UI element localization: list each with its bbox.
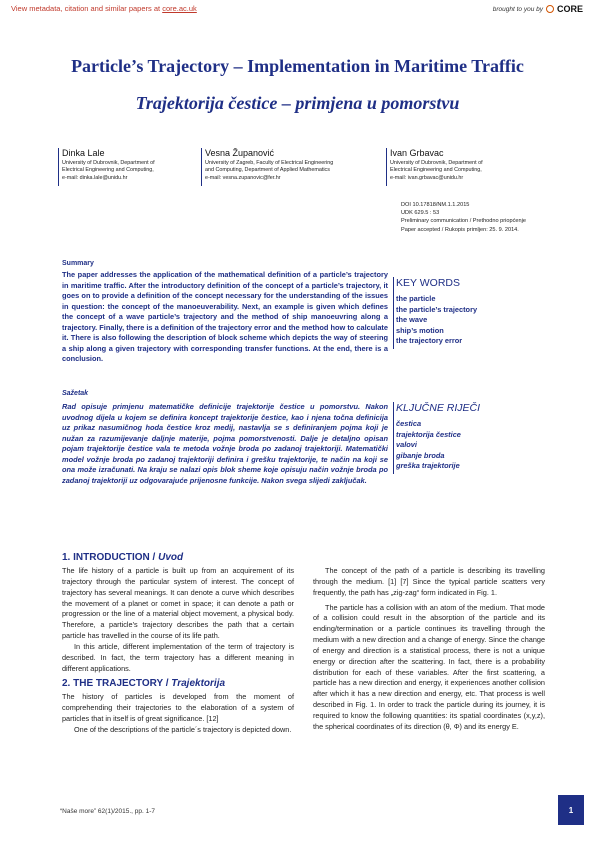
author-email[interactable]: e-mail: dinka.lale@unidu.hr — [62, 174, 128, 181]
keywords-title: KEY WORDS — [396, 277, 460, 289]
author-block-2 — [205, 148, 380, 182]
article-meta — [401, 201, 526, 234]
author-divider — [386, 148, 387, 186]
core-logo-icon — [546, 5, 554, 13]
aff-line: Electrical Engineering and Computing, — [62, 167, 154, 174]
section-heading-trajectory — [62, 678, 294, 689]
body-paragraph: The particle has a collision with an atom of the medium. That mode of a collision could result in the absorption of the particle and its ending/termination or a particle continues its travelling through the medium with a new direction and a change of energy. Since the change of energy and direction is a statistical process, there is not a unique energy or direction after the scattering. In fact, there is a probability distribution for each of these variables. After the first scattering, a particle has a new direction and energy, it experiences another collision after which it has a new direction and energy, etc. That process is well described in Fig. 1. In order to track the particle during its journey, it is required to know the following quantities: its spatial coordinates (x,y,z), the spherical coordinates of its direction (θ, Φ) and its energy E. — [313, 602, 545, 731]
keyword-item: ship’s motion — [396, 325, 444, 335]
author-block-3 — [390, 148, 530, 182]
aff-line: University of Dubrovnik, Department of — [62, 160, 155, 166]
keyword-item: the trajectory error — [396, 336, 463, 346]
author-name: Vesna Županović — [205, 148, 275, 158]
paper-title-hr: Trajektorija čestice – primjena u pomorstvu — [135, 93, 460, 113]
sazetak-text: Rad opisuje primjenu matematičke definicije trajektorije čestice u pomorstvu. Nakon uvodnog dijela u kojem se definira koncept trajektorije čestice, kao i njena točna definicija uz prikaz nasumičnog hoda čestice kroz medij, nastavlja se s definiranjem pojma koji je nužan za razumijevanje daljnje materije, pojma pomorstvenosti. Dalje je detaljno opisan pojam trajektorije čestice vala te metoda vožnje broda po zadanoj trajektoriji. Matematički model vožnje broda po zadanoj trajektoriji definira i grešku trajektorije, te način na koji se ona može izračunati. Na kraju se nalazi opis blok sheme koje opisuju način vožnje broda po zadanoj trajektoriji uz odgovarajuće prijenosne funkcije. Nakon svega slijedi zaključak. — [62, 402, 388, 485]
kljucna-item: trajektorija čestice — [396, 429, 461, 439]
brought-by-core[interactable] — [493, 4, 583, 14]
summary-text: The paper addresses the application of the mathematical definition of a particle’s trajectory in maritime traffic. After the introductory definition of the concept of a particle’s trajectory, it goes on to provide a definition of the concept necessary for the understanding of the issues in question: the concept of the manoeuverability. Next, an example is given which defines the concept of a wave particle’s trajectory and the method of ship manoeuvring along a trajectory. Finally, there is a definition of the trajectory error and the method how to calculate it. There is also following the description of block scheme which depicts the way of steering a ship along a given trajectory with corresponding transfer functions. At the end, there is a conclusion. — [62, 270, 388, 363]
aff-line: and Computing, Department of Applied Mathematics — [205, 167, 330, 174]
keywords-box — [396, 277, 536, 347]
author-divider — [201, 148, 202, 186]
core-link-prefix: View metadata, citation and similar papers at — [11, 4, 163, 13]
heading-text-hr: Trajektorija — [171, 678, 226, 690]
kljucna-item: valovi — [396, 440, 417, 450]
kljucna-item: čestica — [396, 419, 422, 428]
kljucna-item: greška trajektorije — [396, 461, 460, 471]
section-heading-intro — [62, 552, 294, 563]
core-link-domain[interactable]: core.ac.uk — [162, 4, 197, 13]
aff-line: University of Zagreb, Faculty of Electrical Engineering — [205, 160, 334, 166]
keyword-item: the particle’s trajectory — [396, 304, 478, 314]
core-metadata-link[interactable] — [11, 4, 197, 13]
aff-line: Electrical Engineering and Computing, — [390, 167, 482, 174]
kljucna-item: gibanje broda — [396, 450, 445, 460]
keywords-divider — [393, 277, 394, 349]
keyword-item: the wave — [396, 315, 428, 325]
brought-by-label: brought to you by — [492, 5, 543, 13]
body-left-column — [62, 552, 294, 736]
body-right-column — [313, 566, 545, 733]
heading-text-hr: Uvod — [158, 552, 184, 563]
author-name: Ivan Grbavac — [390, 148, 444, 158]
page-number: 1 — [558, 795, 584, 825]
summary-label: Summary — [62, 260, 94, 267]
aff-line: University of Dubrovnik, Department of — [390, 160, 483, 166]
sazetak-label: Sažetak — [62, 390, 89, 397]
body-paragraph: One of the descriptions of the particle´s trajectory is depicted down. — [74, 724, 292, 734]
body-paragraph: In this article, different implementation of the term of trajectory is described. In fact, the term trajectory has a different meaning in different applications. — [62, 641, 294, 673]
kljucne-title: KLJUČNE RIJEČI — [396, 402, 481, 414]
heading-text: 1. INTRODUCTION / — [62, 552, 159, 563]
author-name: Dinka Lale — [62, 148, 105, 158]
body-paragraph: The history of particles is developed from the moment of comprehending their trajectories to the elaboration of a system of particles that in itself is of great significance. [12] — [62, 692, 294, 724]
kljucne-divider — [393, 402, 394, 474]
author-affiliation — [205, 160, 380, 182]
udk: UDK 629.5 : 53 — [401, 210, 440, 217]
core-banner — [0, 0, 595, 20]
paper-title-en: Particle’s Trajectory – Implementation in Maritime Traffic — [71, 56, 524, 76]
doi[interactable]: DOI 10.17818/NM.1.1.2015 — [401, 202, 470, 208]
author-divider — [58, 148, 59, 186]
body-paragraph: The life history of a particle is built up from an acquirement of its trajectory through the particular system of interest. The concept of trajectory has several meanings. It can denote a curve which describes the movement of a planet or comet in space; it can denote a path or progression or the line of a material object movement, a physical body. Therefore, a particle’s trajectory describes the path that a certain particle has travelled in the course of its life path. — [62, 566, 294, 641]
article-type: Preliminary communication / Prethodno priopćenje — [401, 218, 526, 225]
journal-citation: “Naše more” 62(1)/2015., pp. 1-7 — [60, 808, 156, 815]
author-email[interactable]: e-mail: vesna.zupanovic@fer.hr — [205, 174, 281, 181]
accepted-date: Paper accepted / Rukopis primljen: 25. 9. 2014. — [401, 226, 519, 233]
author-affiliation — [390, 160, 530, 182]
kljucne-box — [396, 402, 536, 472]
body-paragraph: The concept of the path of a particle is describing its travelling through the medium. [1] [7] Since the typical particle scatters very frequently, the path has „zig-zag“ form indicated in Fig. 1. — [313, 566, 545, 597]
core-logo-text: CORE — [556, 4, 583, 14]
author-block-1 — [62, 148, 202, 182]
heading-text: 2. THE TRAJECTORY / — [62, 678, 172, 690]
author-affiliation — [62, 160, 202, 182]
keyword-item: the particle — [396, 294, 436, 303]
author-email[interactable]: e-mail: ivan.grbavac@unidu.hr — [390, 174, 464, 181]
